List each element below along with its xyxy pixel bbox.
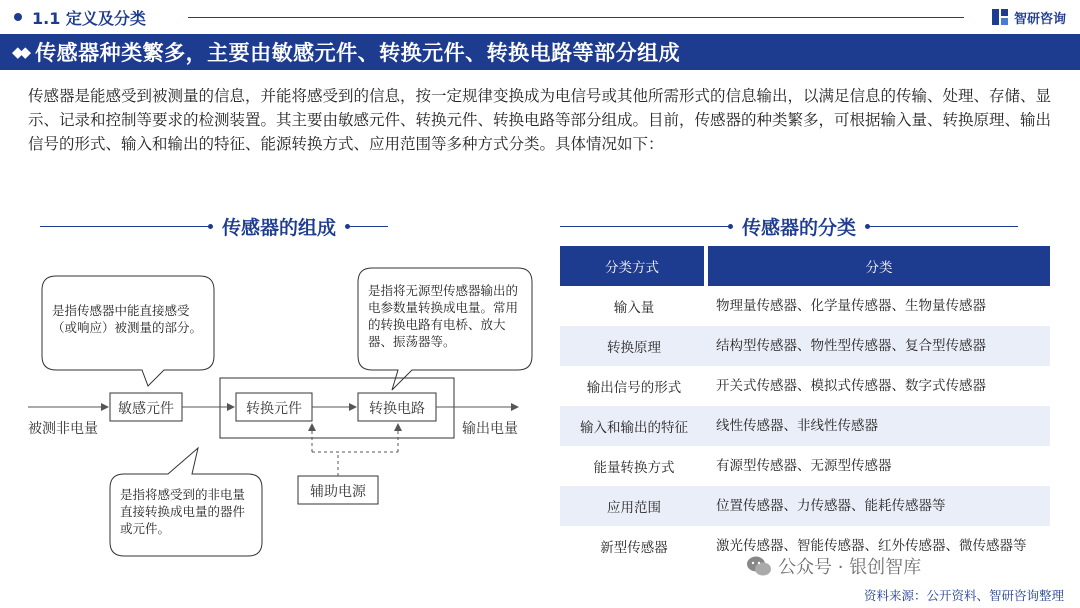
table-row — [560, 286, 1050, 326]
table-header — [560, 246, 1050, 286]
source-note: 资料来源：公开资料、智研咨询整理 — [863, 588, 1064, 603]
classification-heading — [560, 213, 1018, 239]
bubble-transducer-text: 是指将感受到的非电量直接转换成电量的器件或元件。 — [120, 487, 246, 536]
banner-title: 传感器种类繁多，主要由敏感元件、转换元件、转换电路等部分组成 — [35, 41, 681, 65]
bubble-sensitive-text: 是指传感器中能直接感受（或响应）被测量的部分。 — [52, 303, 203, 335]
row-method: 输出信号的形式 — [586, 380, 682, 396]
table-row — [560, 326, 1050, 366]
table-row — [560, 406, 1050, 446]
heading-line-left — [40, 226, 210, 227]
box-aux-power-label: 辅助电源 — [310, 484, 366, 500]
row-method: 应用范围 — [607, 500, 661, 516]
box-transducer-label: 转换元件 — [246, 401, 302, 417]
classification-title: 传感器的分类 — [742, 216, 857, 239]
composition-heading — [40, 213, 388, 239]
wechat-watermark — [746, 553, 921, 579]
heading-line-left — [560, 226, 730, 227]
row-method: 新型传感器 — [600, 540, 668, 556]
row-method: 能量转换方式 — [593, 460, 675, 476]
classification-table — [560, 246, 1050, 566]
intro-paragraph: 传感器是能感受到被测量的信息，并能将感受到的信息，按一定规律变换成为电信号或其他所需形式的信息输出，以满足信息的传输、处理、存储、显示、记录和控制等要求的检测装置。其主要由敏感元件、转换元件、转换电路等部分组成。目前，传感器的种类繁多，可根据输入量、转换原理、输出信号的形式、输入和输出的特征、能源转换方式、应用范围等多种方式分类。具体情况如下： — [28, 87, 1052, 153]
section-title: 1.1 定义及分类 — [32, 8, 146, 28]
input-label: 被测非电量 — [28, 421, 98, 437]
row-category: 线性传感器、非线性传感器 — [716, 417, 878, 434]
composition-title: 传感器的组成 — [222, 216, 337, 239]
brand-logo-text: 智研咨询 — [1013, 11, 1066, 27]
header-method: 分类方式 — [560, 246, 704, 286]
title-banner — [0, 34, 1080, 70]
heading-line-right — [348, 226, 388, 227]
watermark-text: 公众号 · 银创智库 — [778, 557, 922, 578]
table-row — [560, 446, 1050, 486]
heading-line-right — [868, 226, 1018, 227]
section-header — [14, 6, 146, 28]
header-category: 分类 — [708, 246, 1050, 286]
bubble-circuit-text: 是指将无源型传感器输出的电参数量转换成电量。常用的转换电路有电桥、放大器、振荡器等。 — [368, 283, 519, 349]
row-method: 输入量 — [613, 300, 655, 316]
diamond-icon: ◆◆ — [12, 43, 28, 61]
row-method: 转换原理 — [607, 340, 661, 356]
table-row — [560, 366, 1050, 406]
box-sensitive-label: 敏感元件 — [118, 401, 174, 417]
table-row — [560, 486, 1050, 526]
wechat-icon — [746, 555, 772, 577]
row-category: 结构型传感器、物性型传感器、复合型传感器 — [716, 337, 986, 354]
brand-logo — [991, 6, 1066, 28]
composition-diagram — [28, 252, 538, 572]
row-category: 位置传感器、力传感器、能耗传感器等 — [716, 497, 946, 514]
row-category: 有源型传感器、无源型传感器 — [716, 457, 892, 474]
output-label: 输出电量 — [462, 421, 518, 437]
brand-logo-icon — [991, 8, 1009, 26]
row-category: 物理量传感器、化学量传感器、生物量传感器 — [716, 297, 986, 314]
box-circuit-label: 转换电路 — [369, 401, 425, 417]
bullet-dot-icon — [14, 13, 22, 21]
row-category: 激光传感器、智能传感器、红外传感器、微传感器等 — [716, 537, 1027, 554]
row-category: 开关式传感器、模拟式传感器、数字式传感器 — [716, 377, 986, 394]
section-divider — [188, 17, 964, 18]
row-method: 输入和输出的特征 — [580, 420, 688, 436]
